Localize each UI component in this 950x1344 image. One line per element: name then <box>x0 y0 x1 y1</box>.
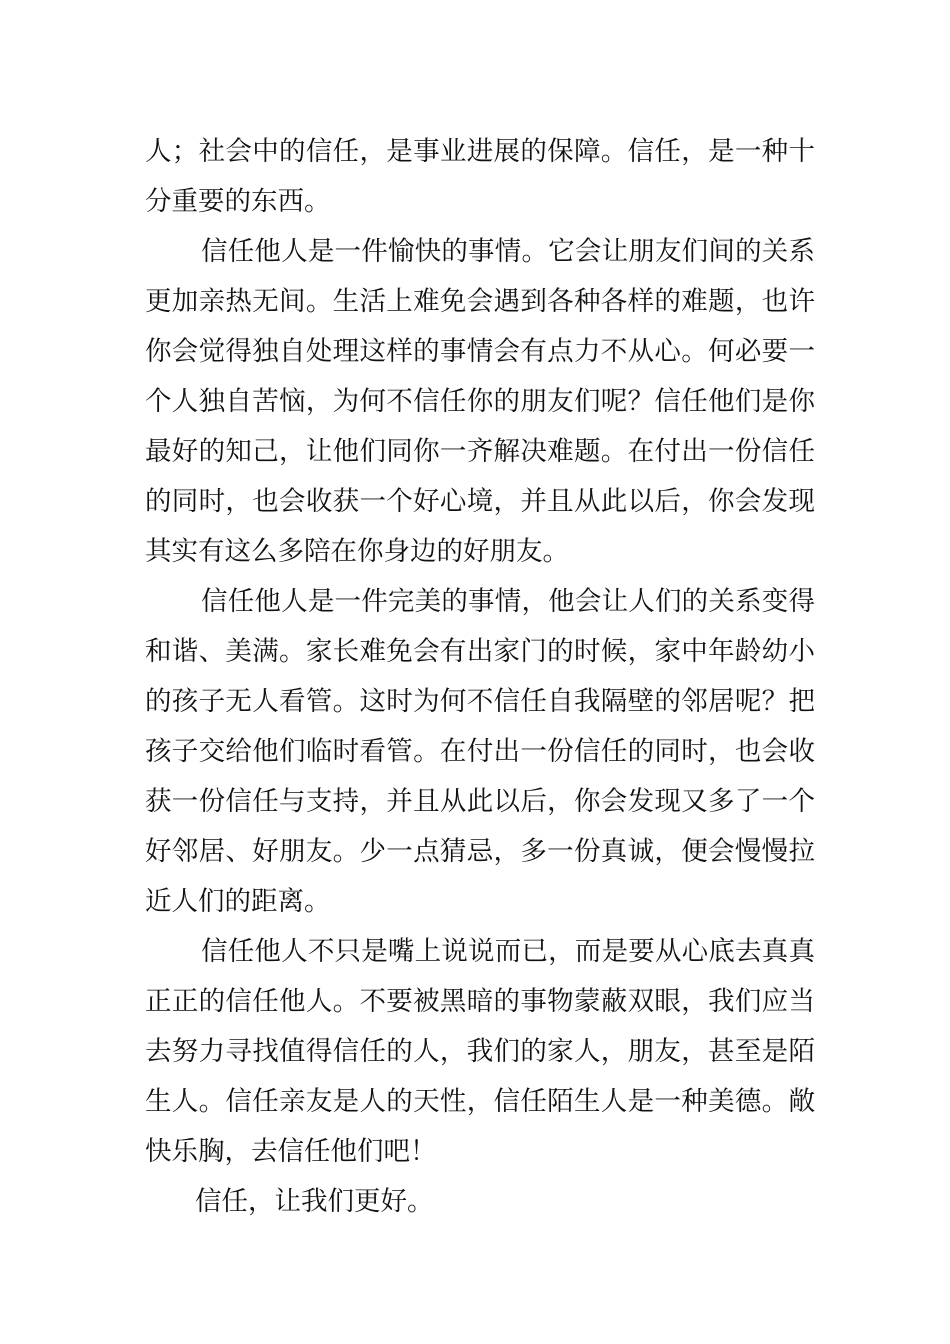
paragraph-trust-friends <box>145 227 815 577</box>
text-line: 你会觉得独自处理这样的事情会有点力不从心。何必要一 <box>145 336 815 367</box>
text-line: 信任他人是一件完美的事情，他会让人们的关系变得 <box>201 586 815 617</box>
text-line: 个人独自苦恼，为何不信任你的朋友们呢？信任他们是你 <box>145 386 815 417</box>
text-line: 人；社会中的信任，是事业进展的保障。信任，是一种十 <box>145 136 815 167</box>
text-line: 最好的知己，让他们同你一齐解决难题。在付出一份信任 <box>145 436 815 467</box>
paragraph-trust-neighbors <box>145 577 815 927</box>
text-line: 的同时，也会收获一个好心境，并且从此以后，你会发现 <box>145 486 815 517</box>
text-line: 去努力寻找值得信任的人，我们的家人，朋友，甚至是陌 <box>145 1036 815 1067</box>
document-body <box>145 127 815 1227</box>
text-line: 信任，让我们更好。 <box>195 1186 434 1217</box>
paragraph-continuation <box>145 127 815 227</box>
text-line: 孩子交给他们临时看管。在付出一份信任的同时，也会收 <box>145 736 815 767</box>
text-line: 获一份信任与支持，并且从此以后，你会发现又多了一个 <box>145 786 815 817</box>
text-line: 正正的信任他人。不要被黑暗的事物蒙蔽双眼，我们应当 <box>145 986 815 1017</box>
text-line: 好邻居、好朋友。少一点猜忌，多一份真诚，便会慢慢拉 <box>145 836 815 867</box>
text-line: 快乐胸，去信任他们吧！ <box>145 1136 437 1167</box>
paragraph-conclusion <box>145 1177 815 1227</box>
text-line: 分重要的东西。 <box>145 186 331 217</box>
text-line: 近人们的距离。 <box>145 886 331 917</box>
text-line: 信任他人不只是嘴上说说而已，而是要从心底去真真 <box>201 936 815 967</box>
text-line: 生人。信任亲友是人的天性，信任陌生人是一种美德。敞 <box>145 1086 815 1117</box>
text-line: 的孩子无人看管。这时为何不信任自我隔壁的邻居呢？把 <box>145 686 815 717</box>
text-line: 更加亲热无间。生活上难免会遇到各种各样的难题，也许 <box>145 286 815 317</box>
text-line: 和谐、美满。家长难免会有出家门的时候，家中年龄幼小 <box>145 636 815 667</box>
text-line: 信任他人是一件愉快的事情。它会让朋友们间的关系 <box>201 236 815 267</box>
paragraph-trust-sincerely <box>145 927 815 1177</box>
text-line: 其实有这么多陪在你身边的好朋友。 <box>145 536 569 567</box>
